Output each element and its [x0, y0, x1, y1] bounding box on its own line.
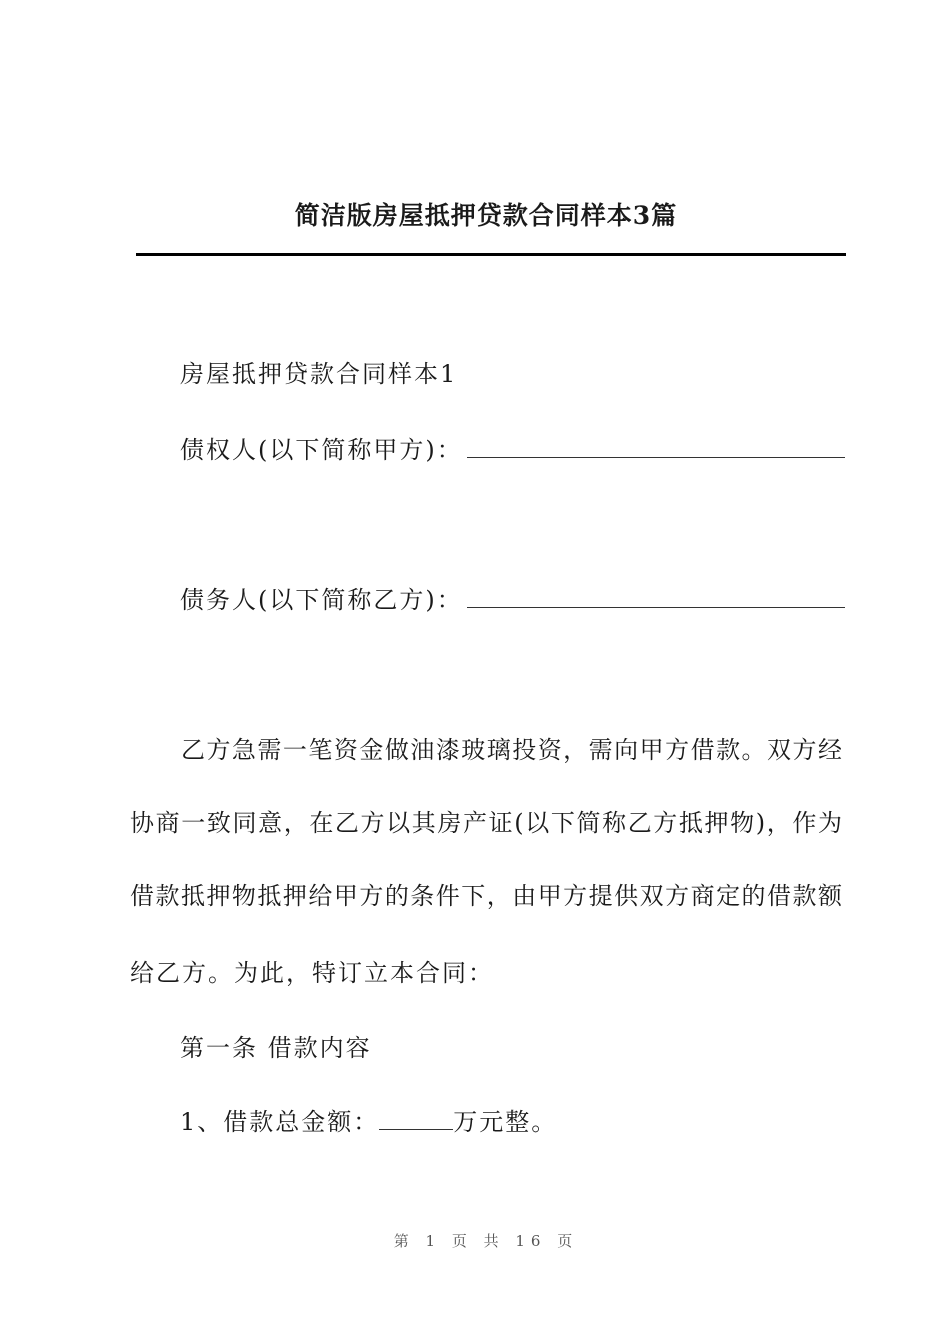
- paragraph-line-3: 借款抵押物抵押给甲方的条件下，由甲方提供双方商定的借款额: [130, 882, 842, 910]
- paragraph-line-1: 乙方急需一笔资金做油漆玻璃投资，需向甲方借款。双方经: [130, 736, 842, 764]
- item-suffix: 万元整。: [453, 1108, 558, 1136]
- debtor-line: [180, 580, 845, 615]
- item-line: [180, 1102, 557, 1137]
- creditor-line: [180, 430, 845, 465]
- section-heading: 房屋抵押贷款合同样本1: [180, 360, 458, 388]
- title-rule: [136, 253, 846, 256]
- debtor-label: 债务人(以下简称乙方)：: [180, 586, 463, 614]
- page-title: 简洁版房屋抵押贷款合同样本3篇: [294, 201, 678, 230]
- creditor-label: 债权人(以下简称甲方)：: [180, 436, 463, 464]
- creditor-blank: [467, 439, 845, 458]
- article-heading: 第一条 借款内容: [180, 1034, 372, 1062]
- paragraph-line-4: 给乙方。为此，特订立本合同：: [130, 959, 494, 987]
- debtor-blank: [467, 589, 845, 608]
- item-prefix: 1、借款总金额：: [180, 1108, 380, 1136]
- amount-blank: [379, 1111, 453, 1130]
- page-footer: 第 1 页 共 16 页: [393, 1232, 579, 1250]
- paragraph-line-2: 协商一致同意，在乙方以其房产证(以下简称乙方抵押物)，作为: [130, 809, 842, 837]
